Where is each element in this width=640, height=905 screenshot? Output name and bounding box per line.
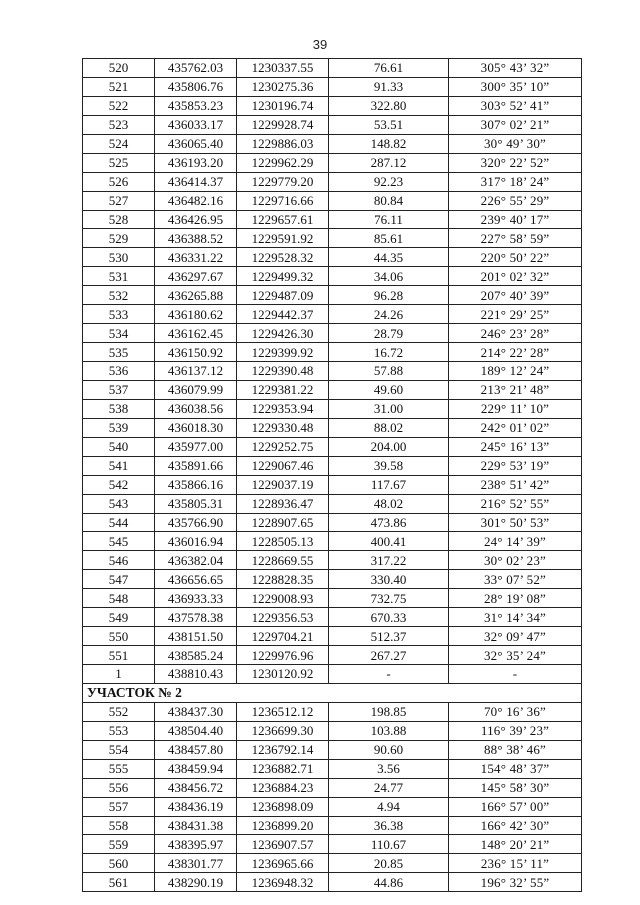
segment-length: 400.41 <box>329 532 449 551</box>
x-coordinate: 438810.43 <box>155 665 237 684</box>
segment-length: 4.94 <box>329 797 449 816</box>
y-coordinate: 1228828.35 <box>237 570 329 589</box>
point-number: 554 <box>83 740 155 759</box>
table-row <box>83 418 582 437</box>
direction-angle: 213° 21’ 48” <box>449 380 582 399</box>
direction-angle: 166° 57’ 00” <box>449 797 582 816</box>
point-number: 520 <box>83 59 155 78</box>
segment-length: 24.77 <box>329 778 449 797</box>
point-number: 545 <box>83 532 155 551</box>
y-coordinate: 1229330.48 <box>237 418 329 437</box>
segment-length: 80.84 <box>329 191 449 210</box>
y-coordinate: 1229716.66 <box>237 191 329 210</box>
direction-angle: 70° 16’ 36” <box>449 702 582 721</box>
table-row <box>83 134 582 153</box>
point-number: 557 <box>83 797 155 816</box>
x-coordinate: 438431.38 <box>155 816 237 835</box>
part1-rows <box>83 59 582 684</box>
direction-angle: 227° 58’ 59” <box>449 229 582 248</box>
table-row <box>83 399 582 418</box>
y-coordinate: 1236884.23 <box>237 778 329 797</box>
point-number: 555 <box>83 759 155 778</box>
x-coordinate: 436426.95 <box>155 210 237 229</box>
section-title: УЧАСТОК № 2 <box>83 683 582 702</box>
segment-length: 473.86 <box>329 513 449 532</box>
x-coordinate: 436018.30 <box>155 418 237 437</box>
direction-angle: 24° 14’ 39” <box>449 532 582 551</box>
segment-length: 57.88 <box>329 362 449 381</box>
x-coordinate: 436038.56 <box>155 399 237 418</box>
x-coordinate: 438457.80 <box>155 740 237 759</box>
direction-angle: 216° 52’ 55” <box>449 494 582 513</box>
direction-angle: 189° 12’ 24” <box>449 362 582 381</box>
segment-length: 198.85 <box>329 702 449 721</box>
segment-length: 44.35 <box>329 248 449 267</box>
point-number: 551 <box>83 646 155 665</box>
x-coordinate: 436656.65 <box>155 570 237 589</box>
direction-angle: 31° 14’ 34” <box>449 608 582 627</box>
direction-angle: 305° 43’ 32” <box>449 59 582 78</box>
table-row <box>83 248 582 267</box>
direction-angle: 33° 07’ 52” <box>449 570 582 589</box>
direction-angle: 229° 11’ 10” <box>449 399 582 418</box>
y-coordinate: 1229442.37 <box>237 305 329 324</box>
table-row <box>83 702 582 721</box>
segment-length: 103.88 <box>329 721 449 740</box>
table-row <box>83 96 582 115</box>
segment-length: 31.00 <box>329 399 449 418</box>
point-number: 553 <box>83 721 155 740</box>
point-number: 536 <box>83 362 155 381</box>
table-row <box>83 589 582 608</box>
direction-angle: 196° 32’ 55” <box>449 873 582 892</box>
table-row <box>83 854 582 873</box>
direction-angle: 245° 16’ 13” <box>449 437 582 456</box>
y-coordinate: 1229704.21 <box>237 627 329 646</box>
table-row <box>83 59 582 78</box>
x-coordinate: 436180.62 <box>155 305 237 324</box>
x-coordinate: 435806.76 <box>155 77 237 96</box>
y-coordinate: 1230337.55 <box>237 59 329 78</box>
segment-length: 28.79 <box>329 324 449 343</box>
table-row <box>83 665 582 684</box>
x-coordinate: 436331.22 <box>155 248 237 267</box>
direction-angle: 238° 51’ 42” <box>449 475 582 494</box>
point-number: 527 <box>83 191 155 210</box>
direction-angle: 239° 40’ 17” <box>449 210 582 229</box>
table-row <box>83 759 582 778</box>
table-row <box>83 570 582 589</box>
point-number: 552 <box>83 702 155 721</box>
section-row <box>83 683 582 702</box>
x-coordinate: 435866.16 <box>155 475 237 494</box>
segment-length: 53.51 <box>329 115 449 134</box>
x-coordinate: 435805.31 <box>155 494 237 513</box>
y-coordinate: 1229962.29 <box>237 153 329 172</box>
direction-angle: 32° 09’ 47” <box>449 627 582 646</box>
x-coordinate: 435977.00 <box>155 437 237 456</box>
segment-length: 3.56 <box>329 759 449 778</box>
direction-angle: - <box>449 665 582 684</box>
x-coordinate: 436150.92 <box>155 343 237 362</box>
x-coordinate: 438456.72 <box>155 778 237 797</box>
x-coordinate: 438437.30 <box>155 702 237 721</box>
coordinates-table <box>82 58 582 892</box>
x-coordinate: 436193.20 <box>155 153 237 172</box>
direction-angle: 116° 39’ 23” <box>449 721 582 740</box>
x-coordinate: 435762.03 <box>155 59 237 78</box>
point-number: 542 <box>83 475 155 494</box>
direction-angle: 30° 02’ 23” <box>449 551 582 570</box>
y-coordinate: 1236898.09 <box>237 797 329 816</box>
x-coordinate: 436265.88 <box>155 286 237 305</box>
part2-rows <box>83 702 582 891</box>
segment-length: 330.40 <box>329 570 449 589</box>
y-coordinate: 1229426.30 <box>237 324 329 343</box>
x-coordinate: 438395.97 <box>155 835 237 854</box>
table-row <box>83 494 582 513</box>
segment-length: 267.27 <box>329 646 449 665</box>
y-coordinate: 1229252.75 <box>237 437 329 456</box>
table-row <box>83 305 582 324</box>
point-number: 521 <box>83 77 155 96</box>
x-coordinate: 438585.24 <box>155 646 237 665</box>
x-coordinate: 436162.45 <box>155 324 237 343</box>
y-coordinate: 1228669.55 <box>237 551 329 570</box>
y-coordinate: 1236907.57 <box>237 835 329 854</box>
table-row <box>83 797 582 816</box>
segment-length: 91.33 <box>329 77 449 96</box>
y-coordinate: 1229657.61 <box>237 210 329 229</box>
point-number: 523 <box>83 115 155 134</box>
y-coordinate: 1236882.71 <box>237 759 329 778</box>
point-number: 535 <box>83 343 155 362</box>
segment-length: 512.37 <box>329 627 449 646</box>
table-row <box>83 210 582 229</box>
segment-length: 49.60 <box>329 380 449 399</box>
table-row <box>83 153 582 172</box>
point-number: 546 <box>83 551 155 570</box>
table-row <box>83 267 582 286</box>
y-coordinate: 1230196.74 <box>237 96 329 115</box>
direction-angle: 166° 42’ 30” <box>449 816 582 835</box>
segment-length: 670.33 <box>329 608 449 627</box>
direction-angle: 226° 55’ 29” <box>449 191 582 210</box>
segment-length: 117.67 <box>329 475 449 494</box>
direction-angle: 201° 02’ 32” <box>449 267 582 286</box>
x-coordinate: 438459.94 <box>155 759 237 778</box>
point-number: 547 <box>83 570 155 589</box>
segment-length: 36.38 <box>329 816 449 835</box>
segment-length: 204.00 <box>329 437 449 456</box>
point-number: 530 <box>83 248 155 267</box>
point-number: 539 <box>83 418 155 437</box>
y-coordinate: 1229008.93 <box>237 589 329 608</box>
table-row <box>83 77 582 96</box>
segment-length: 88.02 <box>329 418 449 437</box>
x-coordinate: 436414.37 <box>155 172 237 191</box>
x-coordinate: 438301.77 <box>155 854 237 873</box>
y-coordinate: 1229067.46 <box>237 456 329 475</box>
segment-length: 20.85 <box>329 854 449 873</box>
y-coordinate: 1229353.94 <box>237 399 329 418</box>
direction-angle: 221° 29’ 25” <box>449 305 582 324</box>
y-coordinate: 1230120.92 <box>237 665 329 684</box>
point-number: 544 <box>83 513 155 532</box>
y-coordinate: 1229528.32 <box>237 248 329 267</box>
table-row <box>83 286 582 305</box>
x-coordinate: 435853.23 <box>155 96 237 115</box>
y-coordinate: 1236899.20 <box>237 816 329 835</box>
table-row <box>83 229 582 248</box>
direction-angle: 229° 53’ 19” <box>449 456 582 475</box>
x-coordinate: 436388.52 <box>155 229 237 248</box>
table-row <box>83 646 582 665</box>
x-coordinate: 438504.40 <box>155 721 237 740</box>
direction-angle: 300° 35’ 10” <box>449 77 582 96</box>
table-row <box>83 721 582 740</box>
point-number: 531 <box>83 267 155 286</box>
direction-angle: 307° 02’ 21” <box>449 115 582 134</box>
y-coordinate: 1229390.48 <box>237 362 329 381</box>
point-number: 537 <box>83 380 155 399</box>
direction-angle: 320° 22’ 52” <box>449 153 582 172</box>
segment-length: 732.75 <box>329 589 449 608</box>
table-row <box>83 456 582 475</box>
y-coordinate: 1230275.36 <box>237 77 329 96</box>
table-row <box>83 380 582 399</box>
y-coordinate: 1229976.96 <box>237 646 329 665</box>
segment-length: 44.86 <box>329 873 449 892</box>
y-coordinate: 1229037.19 <box>237 475 329 494</box>
x-coordinate: 436482.16 <box>155 191 237 210</box>
table-row <box>83 835 582 854</box>
x-coordinate: 436033.17 <box>155 115 237 134</box>
segment-length: 48.02 <box>329 494 449 513</box>
direction-angle: 246° 23’ 28” <box>449 324 582 343</box>
segment-length: - <box>329 665 449 684</box>
point-number: 528 <box>83 210 155 229</box>
y-coordinate: 1229886.03 <box>237 134 329 153</box>
segment-length: 110.67 <box>329 835 449 854</box>
x-coordinate: 436382.04 <box>155 551 237 570</box>
point-number: 543 <box>83 494 155 513</box>
direction-angle: 317° 18’ 24” <box>449 172 582 191</box>
table-row <box>83 475 582 494</box>
y-coordinate: 1229499.32 <box>237 267 329 286</box>
x-coordinate: 436297.67 <box>155 267 237 286</box>
y-coordinate: 1229399.92 <box>237 343 329 362</box>
x-coordinate: 436137.12 <box>155 362 237 381</box>
point-number: 538 <box>83 399 155 418</box>
point-number: 534 <box>83 324 155 343</box>
segment-length: 24.26 <box>329 305 449 324</box>
segment-length: 16.72 <box>329 343 449 362</box>
segment-length: 85.61 <box>329 229 449 248</box>
segment-length: 287.12 <box>329 153 449 172</box>
x-coordinate: 438436.19 <box>155 797 237 816</box>
direction-angle: 30° 49’ 30” <box>449 134 582 153</box>
y-coordinate: 1236948.32 <box>237 873 329 892</box>
y-coordinate: 1228907.65 <box>237 513 329 532</box>
table-row <box>83 437 582 456</box>
point-number: 524 <box>83 134 155 153</box>
y-coordinate: 1228505.13 <box>237 532 329 551</box>
x-coordinate: 438290.19 <box>155 873 237 892</box>
table-row <box>83 778 582 797</box>
segment-length: 76.61 <box>329 59 449 78</box>
direction-angle: 32° 35’ 24” <box>449 646 582 665</box>
table-row <box>83 343 582 362</box>
table-row <box>83 513 582 532</box>
segment-length: 317.22 <box>329 551 449 570</box>
segment-length: 76.11 <box>329 210 449 229</box>
direction-angle: 220° 50’ 22” <box>449 248 582 267</box>
x-coordinate: 436933.33 <box>155 589 237 608</box>
segment-length: 39.58 <box>329 456 449 475</box>
table-row <box>83 362 582 381</box>
segment-length: 322.80 <box>329 96 449 115</box>
point-number: 1 <box>83 665 155 684</box>
y-coordinate: 1236965.66 <box>237 854 329 873</box>
table-row <box>83 627 582 646</box>
point-number: 522 <box>83 96 155 115</box>
y-coordinate: 1229779.20 <box>237 172 329 191</box>
table-row <box>83 172 582 191</box>
y-coordinate: 1236699.30 <box>237 721 329 740</box>
y-coordinate: 1229381.22 <box>237 380 329 399</box>
x-coordinate: 435766.90 <box>155 513 237 532</box>
direction-angle: 214° 22’ 28” <box>449 343 582 362</box>
x-coordinate: 437578.38 <box>155 608 237 627</box>
y-coordinate: 1228936.47 <box>237 494 329 513</box>
section-header <box>83 683 582 702</box>
y-coordinate: 1236512.12 <box>237 702 329 721</box>
segment-length: 34.06 <box>329 267 449 286</box>
point-number: 550 <box>83 627 155 646</box>
point-number: 526 <box>83 172 155 191</box>
point-number: 558 <box>83 816 155 835</box>
point-number: 548 <box>83 589 155 608</box>
table-row <box>83 532 582 551</box>
table-row <box>83 608 582 627</box>
point-number: 532 <box>83 286 155 305</box>
y-coordinate: 1229356.53 <box>237 608 329 627</box>
direction-angle: 303° 52’ 41” <box>449 96 582 115</box>
table-row <box>83 115 582 134</box>
table-row <box>83 324 582 343</box>
segment-length: 96.28 <box>329 286 449 305</box>
direction-angle: 148° 20’ 21” <box>449 835 582 854</box>
x-coordinate: 436065.40 <box>155 134 237 153</box>
point-number: 559 <box>83 835 155 854</box>
table-row <box>83 551 582 570</box>
table-row <box>83 873 582 892</box>
y-coordinate: 1229487.09 <box>237 286 329 305</box>
point-number: 525 <box>83 153 155 172</box>
page-number: 39 <box>312 37 328 52</box>
point-number: 549 <box>83 608 155 627</box>
point-number: 529 <box>83 229 155 248</box>
direction-angle: 301° 50’ 53” <box>449 513 582 532</box>
table-row <box>83 191 582 210</box>
segment-length: 92.23 <box>329 172 449 191</box>
direction-angle: 207° 40’ 39” <box>449 286 582 305</box>
x-coordinate: 436016.94 <box>155 532 237 551</box>
segment-length: 148.82 <box>329 134 449 153</box>
point-number: 541 <box>83 456 155 475</box>
direction-angle: 28° 19’ 08” <box>449 589 582 608</box>
x-coordinate: 435891.66 <box>155 456 237 475</box>
y-coordinate: 1236792.14 <box>237 740 329 759</box>
x-coordinate: 438151.50 <box>155 627 237 646</box>
direction-angle: 236° 15’ 11” <box>449 854 582 873</box>
point-number: 561 <box>83 873 155 892</box>
y-coordinate: 1229591.92 <box>237 229 329 248</box>
point-number: 560 <box>83 854 155 873</box>
segment-length: 90.60 <box>329 740 449 759</box>
point-number: 540 <box>83 437 155 456</box>
table-row <box>83 816 582 835</box>
y-coordinate: 1229928.74 <box>237 115 329 134</box>
direction-angle: 88° 38’ 46” <box>449 740 582 759</box>
point-number: 533 <box>83 305 155 324</box>
direction-angle: 154° 48’ 37” <box>449 759 582 778</box>
point-number: 556 <box>83 778 155 797</box>
direction-angle: 242° 01’ 02” <box>449 418 582 437</box>
table-row <box>83 740 582 759</box>
x-coordinate: 436079.99 <box>155 380 237 399</box>
direction-angle: 145° 58’ 30” <box>449 778 582 797</box>
